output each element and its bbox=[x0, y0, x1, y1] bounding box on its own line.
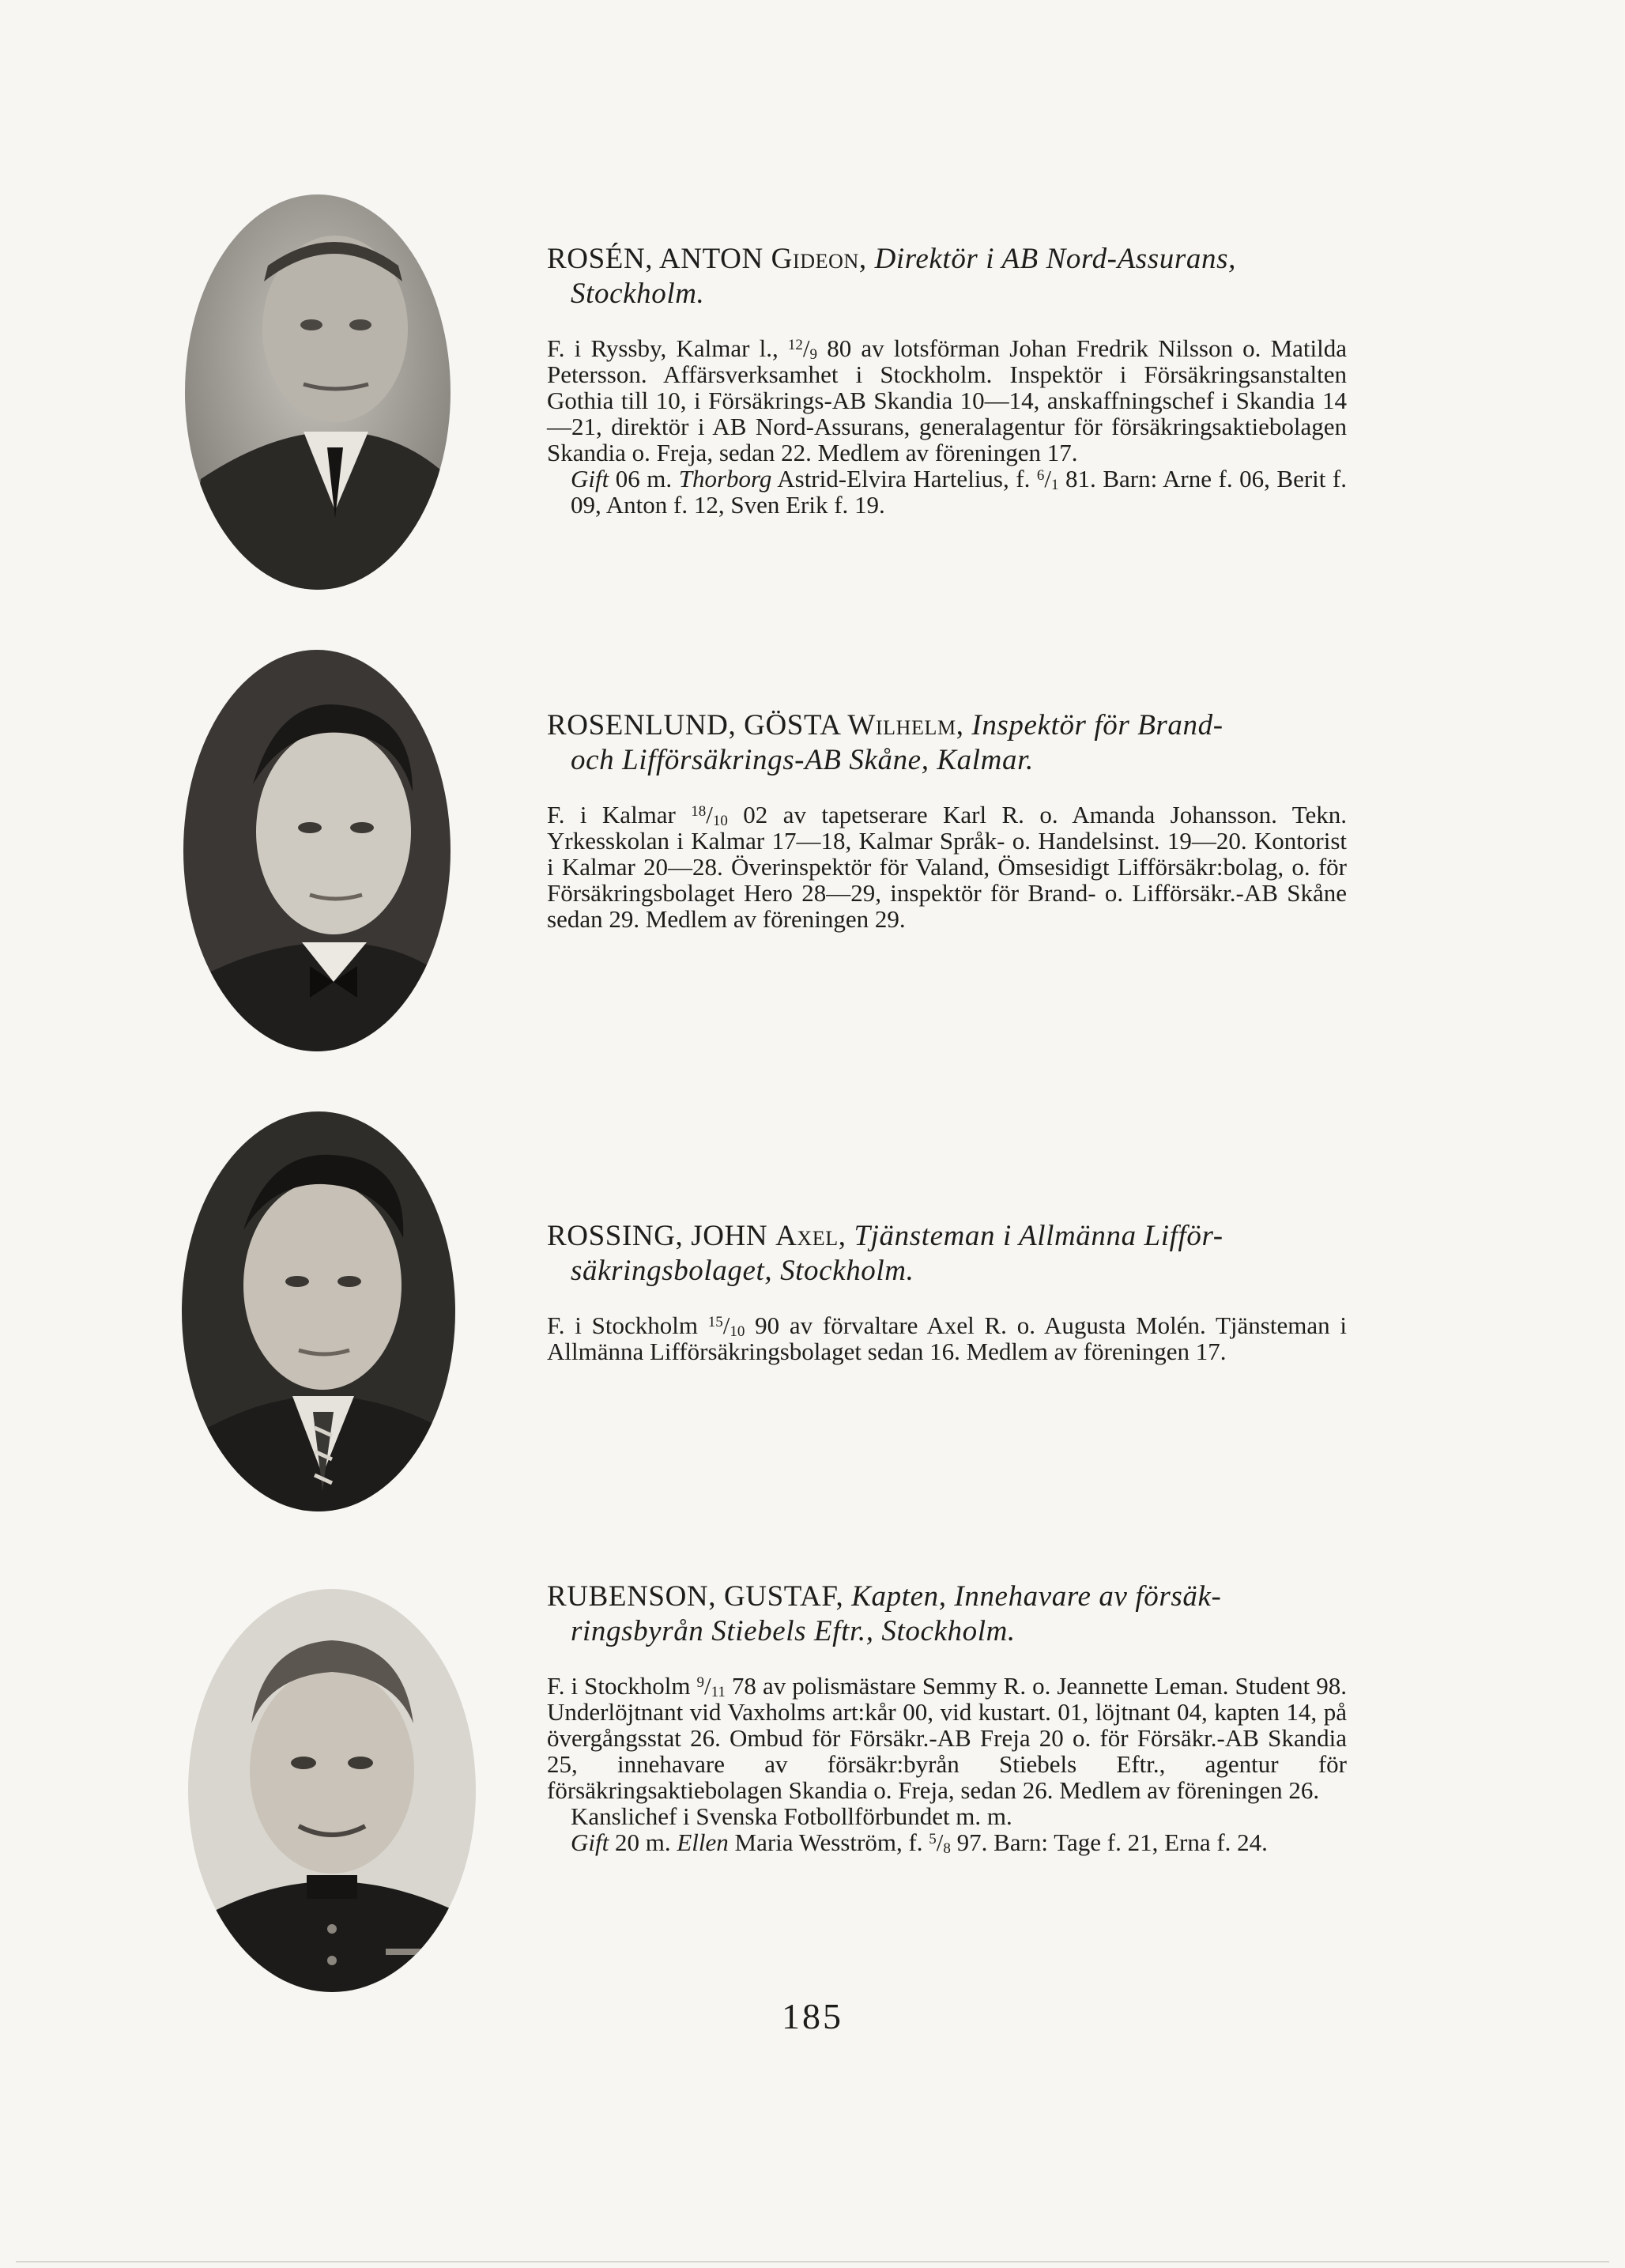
entry-text bbox=[547, 242, 1347, 518]
biography bbox=[547, 335, 1347, 518]
middle-name: Gideon, bbox=[771, 243, 867, 275]
given-name: GÖSTA bbox=[744, 709, 840, 742]
role-location: Stockholm. bbox=[571, 277, 705, 310]
role-location: säkringsbolaget, Stockholm. bbox=[571, 1255, 914, 1287]
biography-paragraph: F. i Stockholm $^9/_{11}$ 78 av polismästare Semmy R. o. Jeannette Leman. Student 98. Underlöjtnant vid Vaxholms art:kår 00, vid kustart. 01, löjtnant 04, kapten 14, på övergångsstat 26. Ombud för Försäkr.-AB Freja 20 o. för Försäkr.-AB Skandia 25, innehavare av försäkr:byrån Stiebels Eftr., agentur för försäkringsaktiebolagen Skandia o. Freja, sedan 26. Medlem av föreningen 26. bbox=[547, 1672, 1347, 1804]
surname: ROSENLUND, bbox=[547, 709, 737, 742]
entry-heading bbox=[547, 1219, 1347, 1289]
portrait-photo bbox=[185, 194, 451, 590]
page-number: 185 bbox=[782, 1996, 843, 2036]
given-name: ANTON bbox=[658, 243, 763, 275]
extra-paragraph: Kanslichef i Svenska Fotbollförbundet m. m. bbox=[571, 1802, 1012, 1830]
given-name: GUSTAF, bbox=[723, 1580, 844, 1613]
entry-text bbox=[547, 708, 1347, 932]
entry-heading bbox=[547, 1579, 1347, 1649]
biography-paragraph: F. i Stockholm $^{15}/_{10}$ 90 av förvaltare Axel R. o. Augusta Molén. Tjänsteman i Allmänna Lifförsäkringsbolaget sedan 16. Medlem av föreningen 17. bbox=[547, 1311, 1347, 1365]
biography bbox=[547, 1673, 1347, 1855]
role-location: och Lifförsäkrings-AB Skåne, Kalmar. bbox=[571, 744, 1034, 776]
portrait-photo bbox=[188, 1589, 476, 1992]
entry-text bbox=[547, 1579, 1347, 1855]
biography-paragraph: F. i Ryssby, Kalmar l., $^{12}/_9$ 80 av lotsförman Johan Fredrik Nilsson o. Matilda Petersson. Affärsverksamhet i Stockholm. Inspektör i Försäkringsanstalten Gothia till 10, i Försäkrings-AB Skandia 10—14, anskaffningschef i Skandia 14—21, direktör i AB Nord-Assurans, generalagentur för försäkringsaktiebolagen Skandia o. Freja, sedan 22. Medlem av föreningen 17. bbox=[547, 334, 1348, 466]
page-edge-line bbox=[16, 2261, 1609, 2262]
middle-name: Axel, bbox=[775, 1220, 846, 1252]
entry-heading bbox=[547, 242, 1347, 311]
biography bbox=[547, 802, 1347, 932]
role-location: ringsbyrån Stiebels Eftr., Stockholm. bbox=[571, 1615, 1016, 1647]
marriage-paragraph: Gift 06 m. Thorborg Astrid-Elvira Hartelius, f. $^6/_1$ 81. Barn: Arne f. 06, Berit f. 09, Anton f. 12, Sven Erik f. 19. bbox=[571, 465, 1347, 519]
role-title: Inspektör för Brand- bbox=[971, 709, 1223, 742]
entry-text bbox=[547, 1219, 1347, 1364]
portrait-photo bbox=[183, 650, 451, 1051]
surname: ROSÉN, bbox=[547, 243, 654, 275]
role-title: Kapten, Innehavare av försäk- bbox=[851, 1580, 1222, 1613]
surname: ROSSING, bbox=[547, 1220, 684, 1252]
biography-paragraph: F. i Kalmar $^{18}/_{10}$ 02 av tapetserare Karl R. o. Amanda Johansson. Tekn. Yrkesskolan i Kalmar 17—18, Kalmar Språk- o. Handelsinst. 19—20. Kontorist i Kalmar 20—28. Överinspektör för Valand, Ömsesidigt Lifförsäkr:bolag, o. för Försäkringsbolaget Hero 28—29, inspektör för Brand- o. Lifförsäkr.-AB Skåne sedan 29. Medlem av föreningen 29. bbox=[547, 801, 1347, 933]
given-name: JOHN bbox=[691, 1220, 768, 1252]
biography bbox=[547, 1312, 1347, 1364]
role-title: Direktör i AB Nord-Assurans, bbox=[874, 243, 1236, 275]
entry-heading bbox=[547, 708, 1347, 778]
middle-name: Wilhelm, bbox=[847, 709, 964, 742]
portrait-photo bbox=[182, 1111, 455, 1511]
surname: RUBENSON, bbox=[547, 1580, 717, 1613]
marriage-paragraph: Gift 20 m. Ellen Maria Wesström, f. $^5/_8$ 97. Barn: Tage f. 21, Erna f. 24. bbox=[571, 1828, 1268, 1857]
role-title: Tjänsteman i Allmänna Lifför- bbox=[854, 1220, 1223, 1252]
